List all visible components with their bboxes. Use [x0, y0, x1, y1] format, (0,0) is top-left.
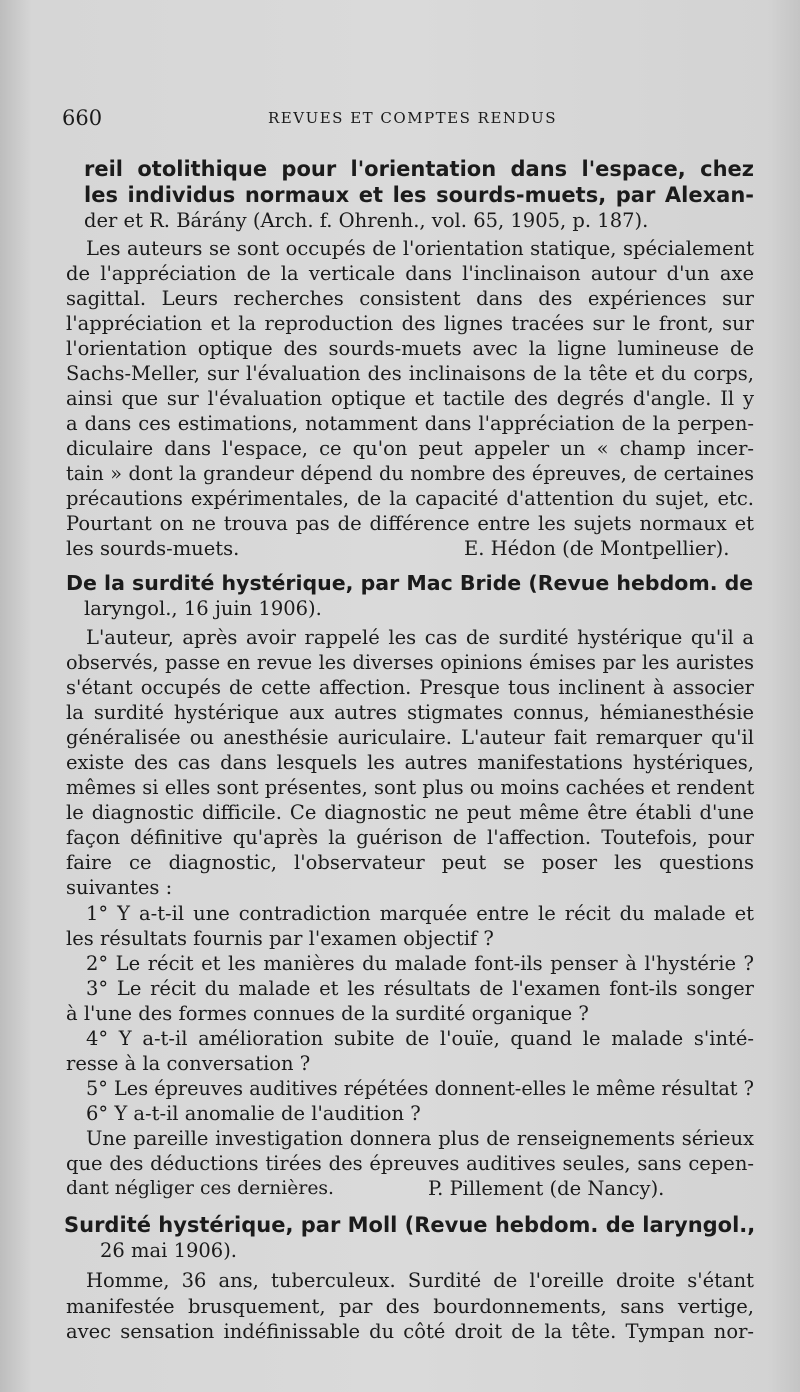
question-line: 6° Y a-t-il anomalie de l'audition ? — [86, 1102, 421, 1125]
body-line: ainsi que sur l'évaluation optique et tactile des degrés d'angle. Il y — [66, 387, 754, 410]
body-line: a dans ces estimations, notamment dans l'appréciation de la perpen- — [66, 412, 754, 435]
body-line: que des déductions tirées des épreuves auditives seules, sans cepen- — [66, 1152, 754, 1175]
body-line: l'appréciation et la reproduction des lignes tracées sur le front, sur — [66, 312, 754, 335]
body-line: L'auteur, après avoir rappelé les cas de surdité hystérique qu'il a — [86, 626, 754, 649]
reviewer-signature: P. Pillement (de Nancy). — [428, 1177, 665, 1200]
body-line: la surdité hystérique aux autres stigmates connus, hémianesthésie — [66, 701, 754, 724]
review-title-line: les individus normaux et les sourds-muets, par Alexan- — [84, 183, 754, 207]
body-line: façon définitive qu'après la guérison de l'affection. Toutefois, pour — [66, 826, 754, 849]
reviewer-signature: E. Hédon (de Montpellier). — [464, 537, 730, 560]
body-line: Sachs-Meller, sur l'évaluation des inclinaisons de la tête et du corps, — [66, 362, 754, 385]
question-line: 1° Y a-t-il une contradiction marquée entre le récit du malade et — [86, 902, 754, 925]
body-line: mêmes si elles sont présentes, sont plus ou moins cachées et rendent — [66, 776, 755, 799]
body-line: dant négliger ces dernières. — [66, 1178, 334, 1199]
question-line: 3° Le récit du malade et les résultats de l'examen font-ils songer — [86, 977, 754, 1000]
body-line: avec sensation indéfinissable du côté droit de la tête. Tympan nor- — [66, 1320, 754, 1343]
body-line: existe des cas dans lesquels les autres manifestations hystériques, — [66, 751, 754, 774]
question-line: 5° Les épreuves auditives répétées donnent-elles le même résultat ? — [86, 1077, 754, 1100]
question-line: à l'une des formes connues de la surdité organique ? — [66, 1002, 589, 1025]
question-line: les résultats fournis par l'examen objectif ? — [66, 927, 494, 950]
body-line: de l'appréciation de la verticale dans l'inclinaison autour d'un axe — [66, 262, 754, 285]
body-line: le diagnostic difficile. Ce diagnostic ne peut même être établi d'une — [66, 801, 754, 824]
page-number: 660 — [62, 106, 103, 130]
review-title-line: De la surdité hystérique, par Mac Bride (Revue hebdom. de — [66, 571, 754, 595]
body-line: Les auteurs se sont occupés de l'orientation statique, spécialement — [86, 237, 754, 260]
body-line: Une pareille investigation donnera plus de renseignements sérieux — [86, 1127, 754, 1150]
body-line: sagittal. Leurs recherches consistent dans des expériences sur — [66, 287, 754, 310]
body-line: Homme, 36 ans, tuberculeux. Surdité de l'oreille droite s'étant — [86, 1269, 754, 1292]
body-line: diculaire dans l'espace, ce qu'on peut appeler un « champ incer- — [66, 437, 754, 460]
body-line: l'orientation optique des sourds-muets avec la ligne lumineuse de — [66, 337, 754, 360]
body-line: suivantes : — [66, 876, 173, 899]
review-title-line: Surdité hystérique, par Moll (Revue hebdom. de laryngol., — [64, 1213, 756, 1237]
body-line: tain » dont la grandeur dépend du nombre des épreuves, de certaines — [66, 462, 754, 485]
body-line: précautions expérimentales, de la capacité d'attention du sujet, etc. — [66, 487, 754, 510]
question-line: 4° Y a-t-il amélioration subite de l'ouïe, quand le malade s'inté- — [86, 1027, 754, 1050]
body-line: s'étant occupés de cette affection. Presque tous inclinent à associer — [66, 676, 754, 699]
body-line: observés, passe en revue les diverses opinions émises par les auristes — [66, 651, 754, 674]
body-line: généralisée ou anesthésie auriculaire. L'auteur fait remarquer qu'il — [66, 726, 754, 749]
running-head: REVUES ET COMPTES RENDUS — [268, 109, 557, 127]
body-line: manifestée brusquement, par des bourdonnements, sans vertige, — [66, 1295, 754, 1318]
citation-line: der et R. Bárány (Arch. f. Ohrenh., vol. 65, 1905, p. 187). — [84, 209, 649, 232]
body-line: les sourds-muets. — [66, 537, 240, 560]
question-line: resse à la conversation ? — [66, 1052, 311, 1075]
citation-line: laryngol., 16 juin 1906). — [84, 597, 322, 620]
question-line: 2° Le récit et les manières du malade font-ils penser à l'hystérie ? — [86, 952, 754, 975]
body-line: faire ce diagnostic, l'observateur peut se poser les questions — [66, 851, 754, 874]
review-title-line: reil otolithique pour l'orientation dans l'espace, chez — [84, 157, 754, 181]
body-line: Pourtant on ne trouva pas de différence entre les sujets normaux et — [66, 512, 754, 535]
citation-line: 26 mai 1906). — [100, 1239, 237, 1262]
page-header — [62, 106, 752, 134]
